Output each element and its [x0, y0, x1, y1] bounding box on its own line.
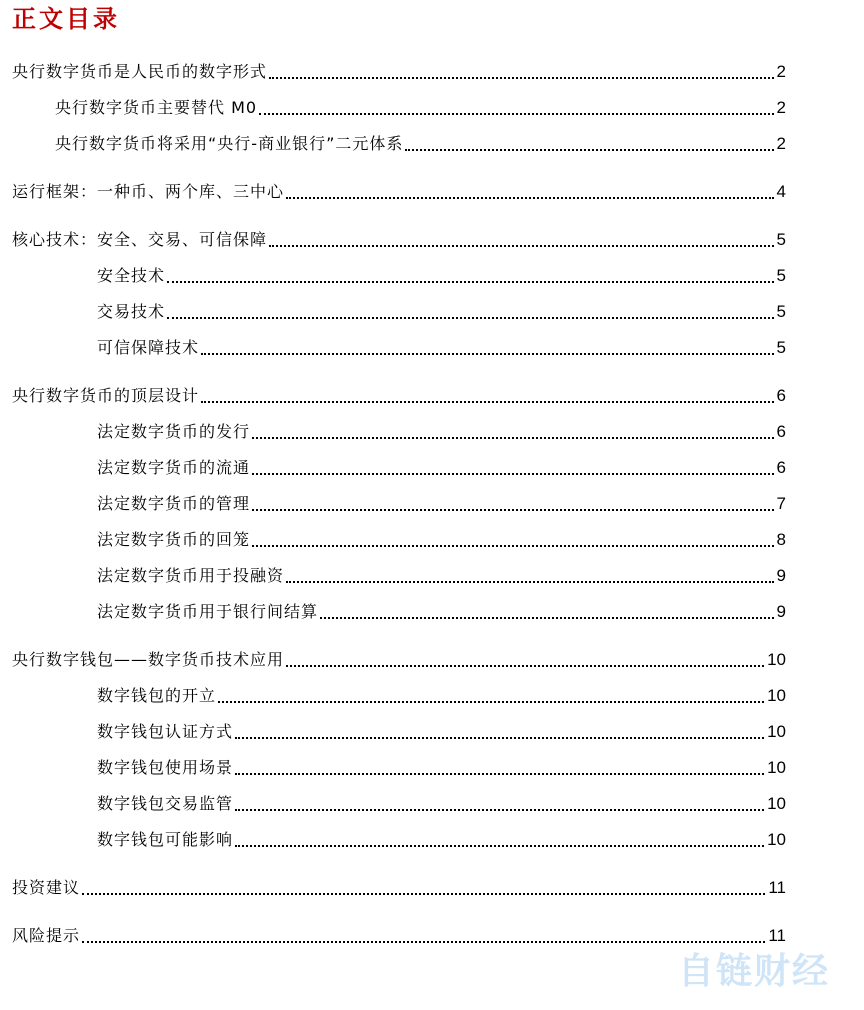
- toc-entry-label: 法定数字货币的流通: [97, 458, 251, 477]
- toc-entry-label: 核心技术：安全、交易、可信保障: [12, 230, 268, 249]
- dot-leader: [252, 473, 774, 475]
- toc-entry-label: 法定数字货币用于银行间结算: [97, 602, 319, 621]
- toc-entry[interactable]: [97, 598, 786, 622]
- toc-entry-label: 法定数字货币的回笼: [97, 530, 251, 549]
- dot-leader: [286, 197, 774, 199]
- dot-leader: [269, 77, 774, 79]
- toc-entry[interactable]: [55, 94, 786, 118]
- toc-page-number: 5: [776, 230, 786, 249]
- dot-leader: [82, 941, 765, 943]
- toc-entry[interactable]: [12, 646, 786, 670]
- toc-entry-label: 法定数字货币用于投融资: [97, 566, 285, 585]
- toc-page-number: 9: [776, 602, 786, 621]
- toc-page-number: 10: [767, 722, 786, 741]
- dot-leader: [252, 545, 774, 547]
- toc-entry[interactable]: [97, 718, 786, 742]
- toc-entry-label: 数字钱包的开立: [97, 686, 217, 705]
- toc-entry[interactable]: [97, 526, 786, 550]
- toc-page-number: 5: [776, 302, 786, 321]
- toc-entry[interactable]: [97, 682, 786, 706]
- dot-leader: [405, 149, 773, 151]
- dot-leader: [201, 353, 774, 355]
- toc-entry[interactable]: [97, 490, 786, 514]
- dot-leader: [201, 401, 774, 403]
- dot-leader: [167, 281, 774, 283]
- toc-page-number: 6: [776, 422, 786, 441]
- toc-title: 正文目录: [12, 4, 120, 33]
- toc-entry[interactable]: [97, 262, 786, 286]
- toc-entry[interactable]: [97, 826, 786, 850]
- toc-entry[interactable]: [97, 298, 786, 322]
- toc-page-number: 6: [776, 386, 786, 405]
- dot-leader: [252, 437, 774, 439]
- toc-entry-label: 数字钱包认证方式: [97, 722, 234, 741]
- toc-page-number: 6: [776, 458, 786, 477]
- toc-entry[interactable]: [12, 58, 786, 82]
- dot-leader: [259, 113, 773, 115]
- toc-page-number: 11: [768, 878, 786, 897]
- dot-leader: [235, 737, 764, 739]
- toc-entry[interactable]: [12, 874, 786, 898]
- dot-leader: [320, 617, 774, 619]
- toc-entry[interactable]: [97, 334, 786, 358]
- dot-leader: [235, 809, 764, 811]
- toc-entry[interactable]: [97, 418, 786, 442]
- toc-page-number: 10: [767, 758, 786, 777]
- toc-entry[interactable]: [97, 562, 786, 586]
- toc-entry[interactable]: [12, 226, 786, 250]
- dot-leader: [235, 773, 764, 775]
- toc-entry[interactable]: [97, 790, 786, 814]
- toc-entry-label: 央行数字货币是人民币的数字形式: [12, 62, 268, 81]
- toc-page-number: 5: [776, 338, 786, 357]
- toc-page-number: 9: [776, 566, 786, 585]
- toc-page-number: 10: [767, 794, 786, 813]
- toc-entry-label: 数字钱包可能影响: [97, 830, 234, 849]
- toc-page-number: 10: [767, 686, 786, 705]
- toc-entry-label: 法定数字货币的管理: [97, 494, 251, 513]
- dot-leader: [252, 509, 774, 511]
- toc-entry-label: 央行数字货币将采用“央行-商业银行”二元体系: [55, 134, 404, 153]
- toc-entry-label: 央行数字钱包——数字货币技术应用: [12, 650, 285, 669]
- watermark-logo: 自链财经: [678, 951, 831, 992]
- dot-leader: [167, 317, 774, 319]
- toc-entry[interactable]: [55, 130, 786, 154]
- toc-entry-label: 法定数字货币的发行: [97, 422, 251, 441]
- toc-page-number: 2: [776, 98, 786, 117]
- toc-page-number: 4: [776, 182, 786, 201]
- toc-entry-label: 央行数字货币主要替代 M0: [55, 98, 258, 117]
- toc-entry-label: 交易技术: [97, 302, 166, 321]
- toc-entry-label: 可信保障技术: [97, 338, 200, 357]
- toc-page-number: 7: [776, 494, 786, 513]
- toc-entry-label: 央行数字货币的顶层设计: [12, 386, 200, 405]
- toc-page-number: 8: [776, 530, 786, 549]
- toc-page-number: 10: [767, 650, 786, 669]
- toc-page-number: 2: [776, 134, 786, 153]
- toc-entry[interactable]: [12, 922, 786, 946]
- toc-entry-label: 投资建议: [12, 878, 81, 897]
- toc-entry[interactable]: [12, 178, 786, 202]
- toc-entry-label: 运行框架：一种币、两个库、三中心: [12, 182, 285, 201]
- toc-entry[interactable]: [97, 754, 786, 778]
- toc-entry-label: 风险提示: [12, 926, 81, 945]
- toc-entry-label: 数字钱包使用场景: [97, 758, 234, 777]
- toc-page-number: 5: [776, 266, 786, 285]
- dot-leader: [218, 701, 764, 703]
- dot-leader: [82, 893, 765, 895]
- toc-page-number: 11: [768, 926, 786, 945]
- toc-entry[interactable]: [97, 454, 786, 478]
- dot-leader: [286, 665, 764, 667]
- dot-leader: [286, 581, 774, 583]
- toc-entry[interactable]: [12, 382, 786, 406]
- toc-entry-label: 安全技术: [97, 266, 166, 285]
- toc-page-number: 2: [776, 62, 786, 81]
- toc-entry-label: 数字钱包交易监管: [97, 794, 234, 813]
- toc-page-number: 10: [767, 830, 786, 849]
- dot-leader: [269, 245, 774, 247]
- dot-leader: [235, 845, 764, 847]
